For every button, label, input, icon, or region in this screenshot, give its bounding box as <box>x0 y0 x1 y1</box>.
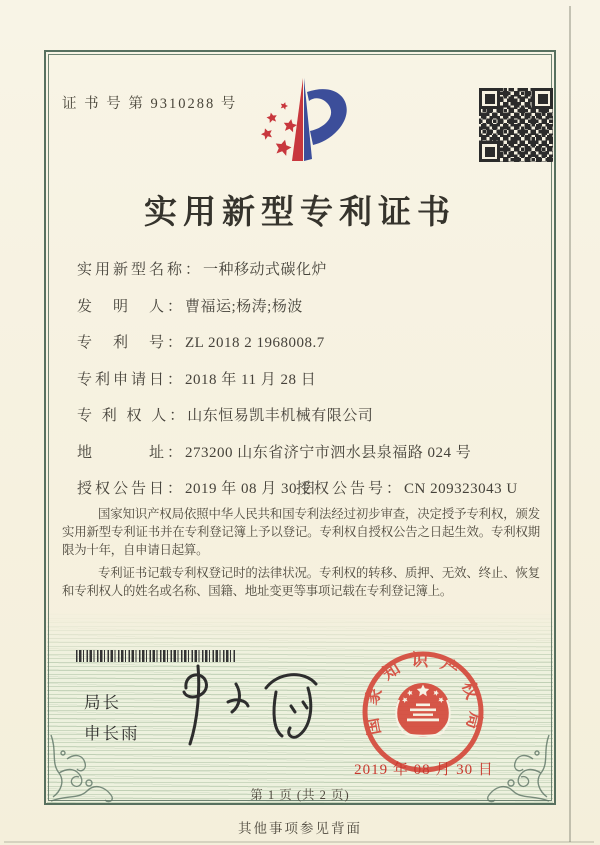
field-value: 山东恒易凯丰机械有限公司 <box>187 408 374 424</box>
legal-paragraph-2: 专利证书记载专利权登记时的法律状况。专利权的转移、质押、无效、终止、恢复和专利权人的姓名或名称、国籍、地址变更等事项记载在专利登记簿上。 <box>62 566 540 598</box>
field-grant-row <box>77 477 539 498</box>
field-value: ZL 2018 2 1968008.7 <box>185 335 325 351</box>
qr-finder-icon <box>479 88 500 109</box>
field-value: 2018 年 11 月 28 日 <box>185 371 317 388</box>
field-value: 曹福运;杨涛;杨波 <box>185 298 303 315</box>
field-grant-number: 授权公告号：CN 209323043 U <box>296 481 518 497</box>
seal-date: 2019 年 08 月 30 日 <box>354 762 494 778</box>
back-note: 其他事项参见背面 <box>238 821 362 836</box>
field-patent-number <box>77 331 539 352</box>
field-label: 专 利 号： <box>77 335 186 351</box>
qr-code <box>479 88 553 162</box>
field-label: 地 址： <box>77 444 186 461</box>
field-label: 实用新型名称： <box>77 262 204 278</box>
field-value: 一种移动式碳化炉 <box>203 262 328 278</box>
scan-edge <box>4 841 594 843</box>
field-filing-date <box>77 368 539 389</box>
field-address <box>77 441 539 462</box>
field-inventor <box>77 295 539 316</box>
qr-finder-icon <box>479 141 500 162</box>
certificate-title: 实用新型专利证书 <box>144 195 456 231</box>
field-label: 专利申请日： <box>77 371 186 388</box>
qr-finder-icon <box>532 88 553 109</box>
field-label: 发 明 人： <box>77 298 186 315</box>
field-patentee <box>77 404 539 425</box>
field-label: 专 利 权 人： <box>77 408 188 424</box>
seal-text: 国家知识产权局 <box>360 650 486 742</box>
field-grant-date: 授权公告日：2019 年 08 月 30 日 <box>77 481 317 497</box>
director-name: 申长雨 <box>84 725 140 743</box>
scan-edge <box>569 6 571 842</box>
signature-image <box>158 658 343 750</box>
field-utility-model-name <box>77 258 539 279</box>
legal-text <box>62 505 540 600</box>
legal-paragraph-1: 国家知识产权局依照中华人民共和国专利法经过初步审查，决定授予专利权，颁发实用新型专利证书并在专利登记簿上予以登记。专利权自授权公告之日起生效。专利权期限为十年，自申请日起算。 <box>62 507 540 557</box>
certificate-number: 证 书 号 第 9310288 号 <box>62 96 238 112</box>
page-number: 第 1 页 (共 2 页) <box>250 788 350 802</box>
director-title: 局长 <box>84 694 121 712</box>
field-value: 273200 山东省济宁市泗水县泉福路 024 号 <box>185 444 472 461</box>
patent-fields <box>77 258 539 514</box>
cnipa-logo-icon <box>236 70 364 174</box>
